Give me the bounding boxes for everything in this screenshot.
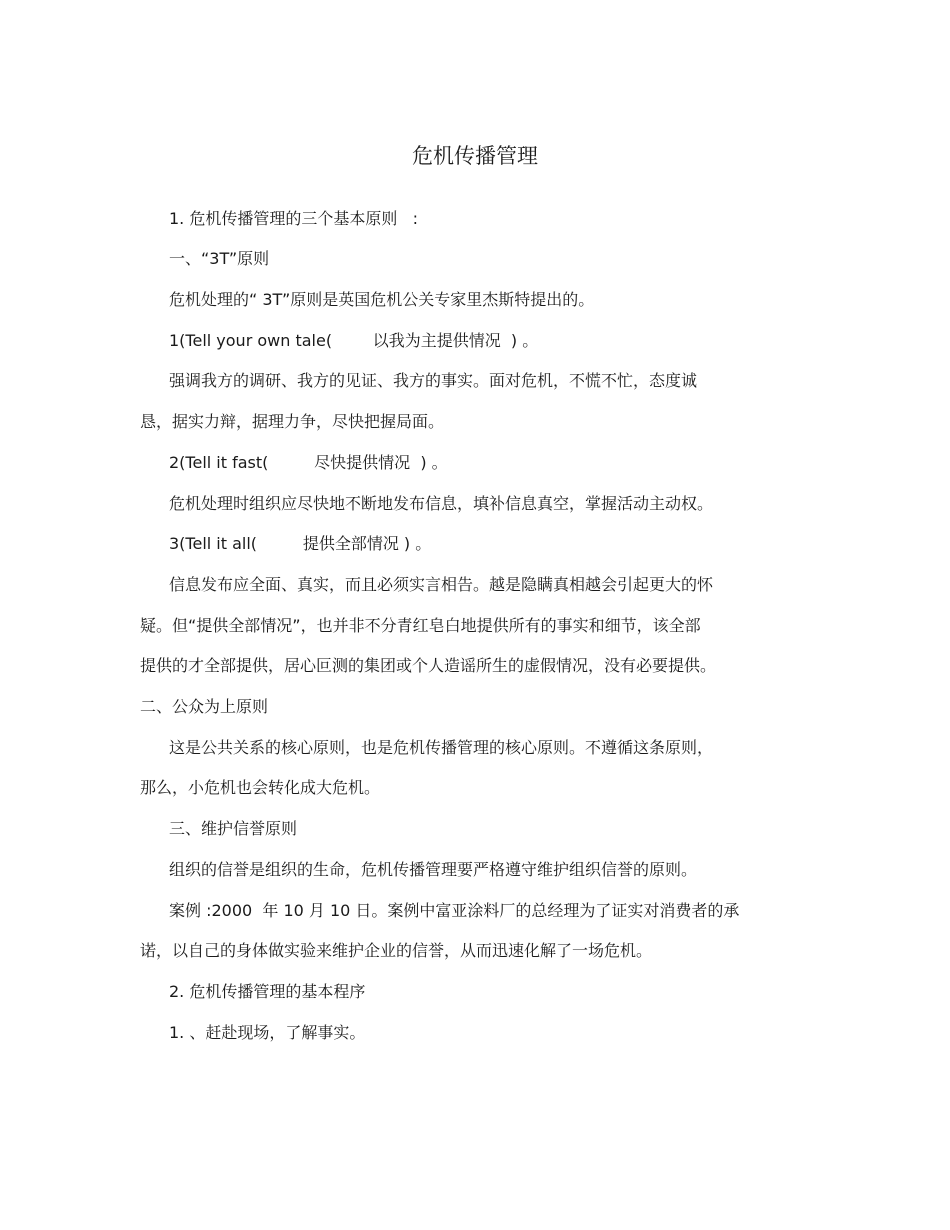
paragraph-line: 危机处理时组织应尽快地不断地发布信息，填补信息真空，掌握活动主动权。: [169, 494, 714, 513]
list-item-tell-it-fast: 2(Tell it fast( 尽快提供情况 ) 。: [169, 453, 448, 472]
paragraph-line: 疑。但“提供全部情况”，也并非不分青红皂白地提供所有的事实和细节，该全部: [140, 616, 701, 635]
list-item-procedure-step: 1. 、赶赴现场，了解事实。: [169, 1023, 366, 1042]
document-title: 危机传播管理: [412, 144, 538, 168]
paragraph-line: 这是公共关系的核心原则，也是危机传播管理的核心原则。不遵循这条原则，: [169, 738, 714, 757]
paragraph-line: 信息发布应全面、真实，而且必须实言相告。越是隐瞒真相越会引起更大的怀: [169, 575, 714, 594]
paragraph-line: 提供的才全部提供，居心叵测的集团或个人造谣所生的虚假情况，没有必要提供。: [140, 656, 717, 675]
section-heading-procedure: 2. 危机传播管理的基本程序: [169, 982, 366, 1001]
paragraph-line: 那么，小危机也会转化成大危机。: [140, 778, 381, 797]
principle-heading-reputation: 三、维护信誉原则: [169, 819, 298, 838]
list-item-tell-own-tale: 1(Tell your own tale( 以我为主提供情况 ) 。: [169, 331, 539, 350]
principle-heading-3t: 一、“3T”原则: [169, 249, 270, 268]
paragraph-case-example: 案例 :2000 年 10 月 10 日。案例中富亚涂料厂的总经理为了证实对消费者的承: [169, 901, 740, 920]
paragraph-3t-origin: 危机处理的“ 3T”原则是英国危机公关专家里杰斯特提出的。: [169, 290, 595, 309]
paragraph-line: 强调我方的调研、我方的见证、我方的事实。面对危机，不慌不忙，态度诚: [169, 371, 698, 390]
list-item-tell-it-all: 3(Tell it all( 提供全部情况 ) 。: [169, 534, 432, 553]
section-heading-principles: 1. 危机传播管理的三个基本原则 :: [169, 209, 419, 228]
paragraph-line: 恳，据实力辩，据理力争，尽快把握局面。: [140, 412, 445, 431]
paragraph-line: 诺，以自己的身体做实验来维护企业的信誉，从而迅速化解了一场危机。: [140, 941, 653, 960]
paragraph-line: 组织的信誉是组织的生命，危机传播管理要严格遵守维护组织信誉的原则。: [169, 860, 698, 879]
principle-heading-public-first: 二、公众为上原则: [140, 697, 269, 716]
